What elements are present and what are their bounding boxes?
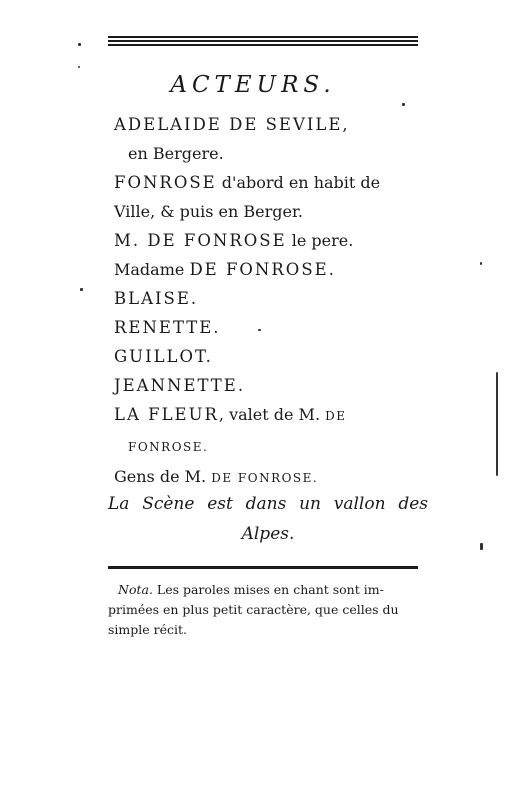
cast-name: LA FLEUR [114,405,219,424]
page-heading: ACTEURS. [170,72,336,98]
nota-line [108,580,424,600]
cast-name: BLAISE. [114,289,199,308]
cast-role: d'abord en habit de [216,173,381,192]
cast-item [114,168,434,197]
cast-item [114,110,434,139]
cast-item [114,139,434,168]
cast-role: , valet de M. [218,405,326,424]
nota-text: Les paroles mises en chant sont im- [152,582,384,597]
cast-item [114,342,434,371]
cast-name: DE FONROSE. [189,260,336,279]
cast-name: M. DE FONROSE [114,231,287,250]
cast-role: en Bergere. [128,144,224,163]
cast-name: FONROSE [114,173,217,192]
cast-small-caps: DE [325,409,347,423]
cast-role: le pere. [286,231,354,250]
cast-list [114,110,434,493]
cast-item [114,226,434,255]
cast-role: Gens de M. [114,467,212,486]
cast-item [114,197,434,226]
cast-item [114,313,434,342]
nota-label: Nota. [118,582,153,597]
top-double-rule [108,36,418,46]
nota-line: simple récit. [108,622,188,637]
cast-prefix: Madame [114,260,190,279]
cast-name: ADELAIDE DE SEVILE, [114,115,350,134]
scene-line: Alpes. [241,524,295,544]
scene-setting [108,489,428,549]
nota-note [108,580,424,640]
section-rule [108,566,418,569]
cast-item [114,431,434,462]
cast-item [114,255,434,284]
cast-name: GUILLOT. [114,347,213,366]
cast-item [114,284,434,313]
cast-item [114,371,434,400]
cast-item [114,400,434,431]
nota-line: primées en plus petit caractère, que celles du [108,602,399,617]
cast-small-caps: FONROSE. [128,440,209,454]
cast-name: RENETTE. [114,318,221,337]
cast-role: Ville, & puis en Berger. [114,202,303,221]
scene-line: La Scène est dans un vallon des [108,494,428,514]
cast-name: JEANNETTE. [114,376,246,395]
cast-small-caps: DE FONROSE. [211,471,319,485]
